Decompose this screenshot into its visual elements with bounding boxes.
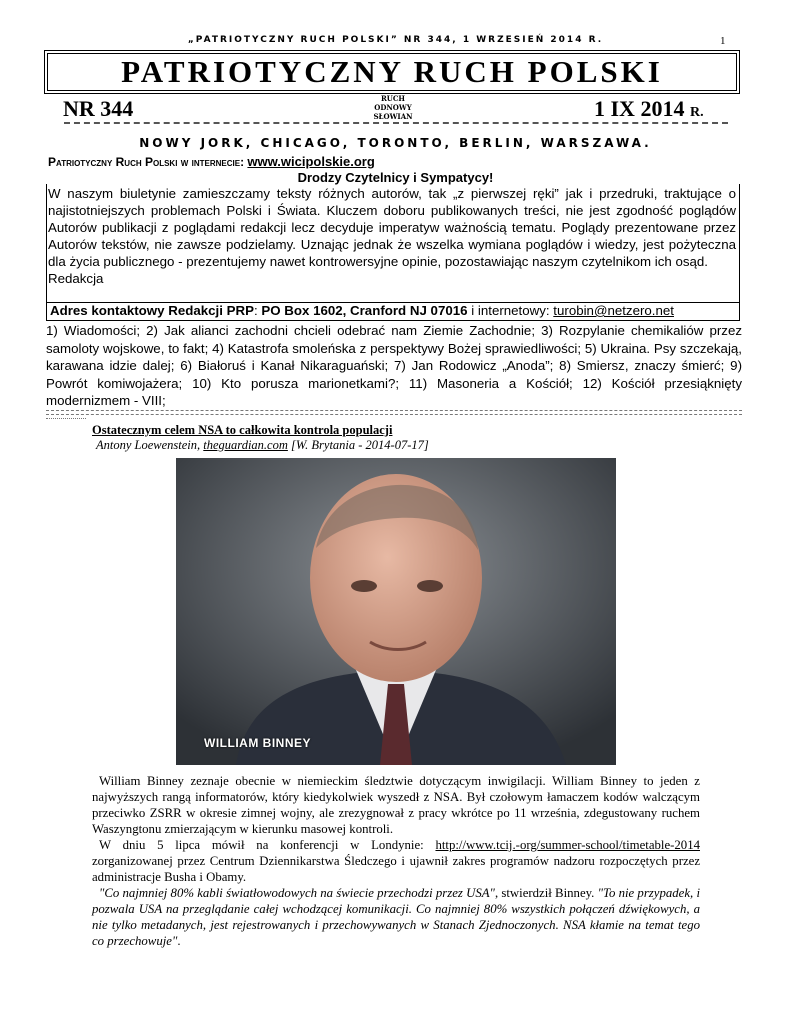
article-author: Antony Loewenstein, [96, 438, 201, 452]
section-rule-top [46, 410, 742, 411]
p2-end: zorganizowanej przez Centrum Dziennikarstwa Śledczego i ujawnił zakres programów nadzoru rozpoczętych przez administracje Busha i Obamy. [92, 854, 700, 884]
greeting-heading: Drodzy Czytelnicy i Sympatycy! [297, 170, 494, 185]
article-body [92, 773, 700, 949]
article-paragraph-3 [92, 885, 700, 949]
intro-signature: Redakcja [48, 271, 104, 286]
quote-mid: , stwierdził Binney. [494, 886, 595, 900]
contact-address: PO Box 1602, Cranford NJ 07016 [261, 303, 468, 318]
masthead-title: PATRIOTYCZNY RUCH POLSKI [121, 54, 663, 89]
website-link[interactable]: www.wicipolskie.org [247, 154, 375, 169]
masthead-logo [370, 94, 416, 122]
quote-1: "Co najmniej 80% kabli światłowodowych na świecie przechodzi przez USA" [99, 886, 495, 900]
issue-date-suffix: R. [689, 105, 704, 120]
quote-2: "To nie przypadek, i pozwala USA na przeglądanie całej wchodzącej komunikacji. Co najmniej 80% wszystkich połączeń dźwiękowych, a nie tylko metadanych, jest rejestrowanych i przechowywanych w Stanach Zjednoczonych. NSA kłamie na temat tego co przechowuje" [92, 886, 700, 948]
short-rule [46, 418, 86, 419]
contact-label: Adres kontaktowy Redakcji PRP [50, 303, 254, 318]
logo-line-2: SŁOWIAN [373, 112, 413, 121]
contact-email-link[interactable]: turobin@netzero.net [553, 303, 674, 318]
online-label: Patriotyczny Ruch Polski w internecie: [48, 155, 245, 169]
article-paragraph-1: William Binney zeznaje obecnie w niemieckim śledztwie dotyczącym inwigilacji. William Binney to jeden z najwyższych rangą informatorów, który kiedykolwiek wyszedł z NSA. Był czołowym łamaczem kodów walczącym przeciwko ZSRR w okresie zimnej wojny, ale zrezygnował z pracy wkrótce po 11 września, zdegustowany ruchem Waszyngtonu zmierzającym w kierunku masowej kontroli. [92, 774, 700, 836]
article-photo [176, 458, 616, 765]
article-paragraph-2 [92, 837, 700, 885]
p2-start: W dniu 5 lipca mówił na konferencji w Londynie: [99, 838, 424, 852]
article-source-link[interactable]: theguardian.com [203, 438, 288, 452]
photo-caption: WILLIAM BINNEY [204, 736, 311, 750]
page-number: 1 [720, 35, 726, 47]
intro-paragraph: W naszym biuletynie zamieszczamy teksty różnych autorów, tak „z pierwszej ręki” jak i przedruki, traktujące o najistotniejszych problemach Polski i Świata. Kluczem doboru publikowanych treści, nie jest zgodność poglądów Autorów publikacji z poglądami redakcji lecz decyduje imperatyw ważnością tematu. Poglądy prezentowane przez Autorów tekstów, nie zawsze podzielamy. Uznając jednak że wszelka wymiana poglądów i wiedzy, jest pożyteczna dla życia publicznego - prezentujemy nawet kontrowersyjne opinie, pozostawiając naszym czytelnikom ich osąd. [48, 186, 736, 269]
section-rule-bottom [46, 414, 742, 415]
portrait-illustration [176, 458, 616, 765]
logo-line-1: RUCH ODNOWY [374, 94, 412, 112]
article-title: Ostatecznym celem NSA to całkowita kontrola populacji [92, 423, 393, 437]
conference-link[interactable]: http://www.tcij.-org/summer-school/timetable-2014 [435, 838, 700, 852]
running-header: „PATRIOTYCZNY RUCH POLSKI” NR 344, 1 WRZESIEŃ 2014 R. [187, 35, 604, 45]
quote-end: . [177, 934, 181, 948]
cities-line: NOWY JORK, CHICAGO, TORONTO, BERLIN, WARSZAWA. [139, 136, 652, 150]
contact-line: Adres kontaktowy Redakcji PRP: PO Box 1602, Cranford NJ 07016 i internetowy: turobin@netzero.net [50, 303, 674, 318]
article-origin: [W. Brytania - 2014-07-17] [291, 438, 429, 452]
article-byline [96, 438, 429, 453]
intro-text [48, 185, 736, 287]
online-line [48, 154, 375, 169]
issue-date-main: 1 IX 2014 [594, 96, 685, 121]
masthead-divider [64, 122, 728, 124]
contact-middle: i internetowy: [471, 303, 550, 318]
table-of-contents: 1) Wiadomości; 2) Jak alianci zachodni chcieli odebrać nam Ziemie Zachodnie; 3) Rozpylanie chemikaliów przez samoloty wojskowe, to fakt; 4) Katastrofa smoleńska z perspektywy Bożej sprawiedliwości; 5) Ukraina. Psy szczekają, karawana idzie dalej; 6) Białoruś i Kanał Nikaraguański; 7) Jan Rodowicz „Anoda”; 8) Smiersz, znaczy śmierć; 9) Powrót komiwojażera; 10) Kto porusza marionetkami?; 11) Masoneria a Kościół; 12) Kościół przesiąknięty modernizmem - VIII; [46, 323, 742, 408]
issue-number: NR 344 [63, 96, 134, 121]
issue-date [594, 96, 704, 122]
